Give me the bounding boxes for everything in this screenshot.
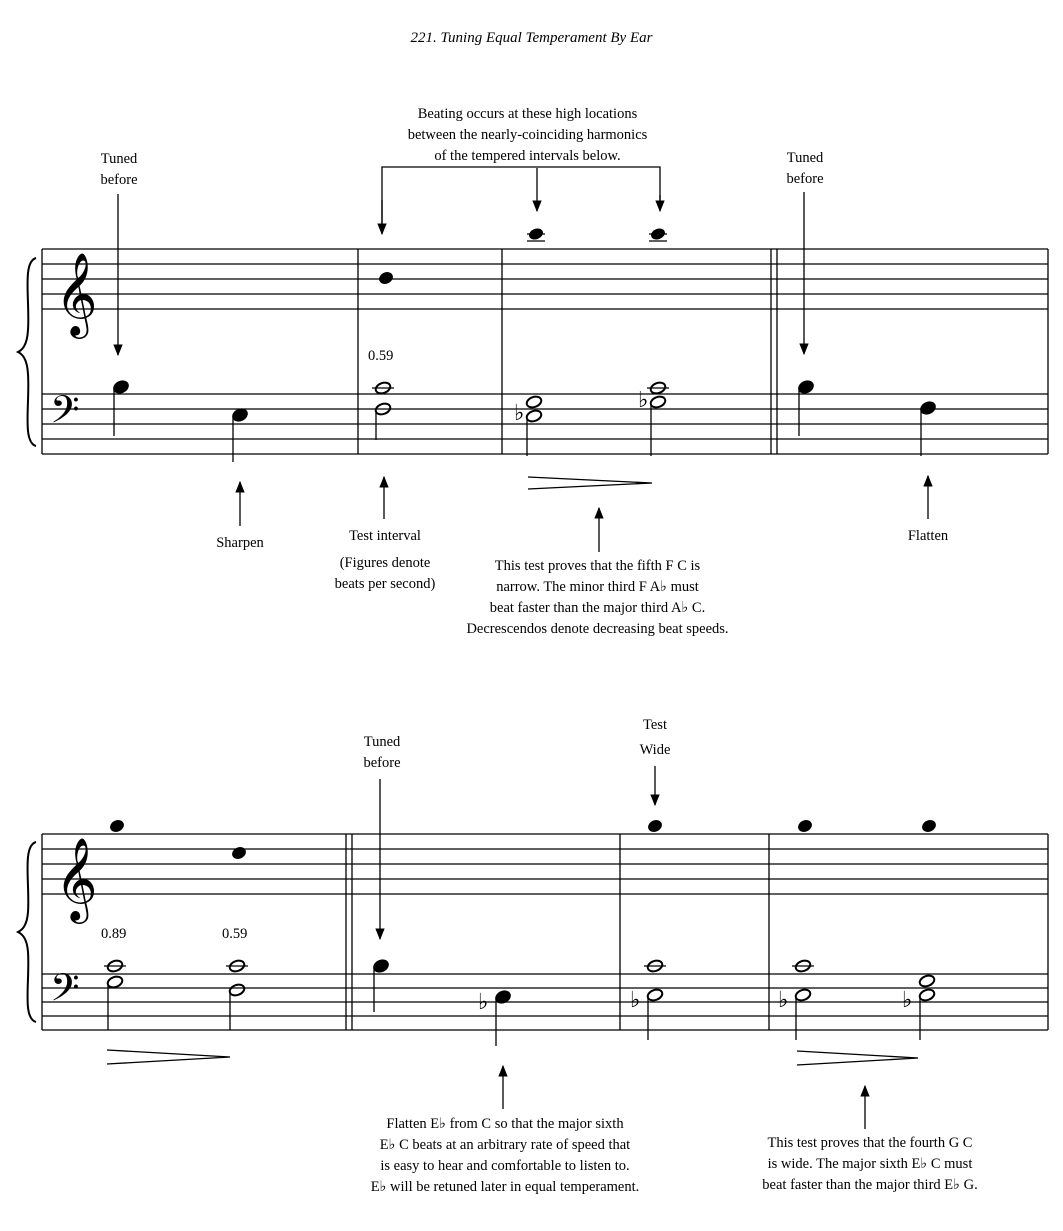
- notehead: [647, 819, 663, 834]
- beat-figure: 0.89: [101, 926, 127, 942]
- beating-note-line: between the nearly-coinciding harmonics: [407, 127, 648, 143]
- tuned-before-line: before: [100, 172, 138, 188]
- flatten-eb-note-line: is easy to hear and comfortable to listen to.: [380, 1158, 630, 1174]
- system-2: [18, 766, 1048, 1129]
- treble-staff-2: [42, 834, 1048, 894]
- beating-note-line: of the tempered intervals below.: [434, 148, 621, 164]
- flat-sign: ♭: [902, 988, 913, 1013]
- tuned-before-line: Tuned: [363, 734, 401, 750]
- test-interval-label: Test interval: [349, 528, 421, 544]
- beat-figure: 0.59: [368, 348, 394, 364]
- half-notehead: [525, 409, 543, 424]
- flatten-eb-note-line: E♭ will be retuned later in equal temperament.: [370, 1179, 640, 1195]
- tuned-before-line: Tuned: [786, 150, 824, 166]
- treble-clef: 𝄞: [55, 251, 98, 335]
- half-notehead: [228, 983, 246, 998]
- beating-note-line: Beating occurs at these high locations: [417, 106, 638, 122]
- flatten-eb-note-line: Flatten E♭ from C so that the major sixth: [386, 1116, 624, 1132]
- brace: [18, 258, 36, 446]
- proof-note-line: beat faster than the major third A♭ C.: [489, 600, 706, 616]
- test-wide-line: Wide: [639, 742, 671, 758]
- half-notehead: [794, 988, 812, 1003]
- proof-note-2-line: This test proves that the fourth G C: [767, 1135, 973, 1151]
- proof-note-line: Decrescendos denote decreasing beat speeds.: [466, 621, 729, 637]
- flat-sign: ♭: [630, 988, 641, 1013]
- proof-note-2-line: is wide. The major sixth E♭ C must: [767, 1156, 973, 1172]
- half-notehead: [918, 988, 936, 1003]
- tuned-before-line: before: [363, 755, 401, 771]
- decrescendo: [797, 1051, 918, 1065]
- decrescendo: [107, 1050, 230, 1064]
- half-notehead: [106, 975, 124, 990]
- proof-note-line: narrow. The minor third F A♭ must: [496, 579, 699, 595]
- notehead: [921, 819, 937, 834]
- beat-figure: 0.59: [222, 926, 248, 942]
- decrescendo: [528, 477, 652, 489]
- flat-sign: ♭: [638, 388, 649, 413]
- sharpen-label: Sharpen: [216, 535, 264, 551]
- test-wide-line: Test: [643, 717, 667, 733]
- proof-note-2-line: beat faster than the major third E♭ G.: [762, 1177, 978, 1193]
- flatten-eb-note-line: E♭ C beats at an arbitrary rate of speed that: [379, 1137, 631, 1153]
- flat-sign: ♭: [478, 990, 489, 1015]
- notehead: [797, 819, 813, 834]
- flat-sign: ♭: [778, 988, 789, 1013]
- notehead: [231, 846, 247, 861]
- notehead: [378, 271, 394, 286]
- figures-note-line: beats per second): [334, 576, 436, 592]
- half-notehead: [646, 988, 664, 1003]
- tuned-before-line: before: [786, 171, 824, 187]
- bass-staff-1: [42, 394, 1048, 454]
- treble-staff-1: [42, 249, 1048, 309]
- beating-bracket: [382, 167, 660, 225]
- half-notehead: [649, 395, 667, 410]
- flatten-label: Flatten: [907, 528, 949, 544]
- flat-sign: ♭: [514, 401, 525, 426]
- bass-staff-2: [42, 974, 1048, 1030]
- system-1: [18, 167, 1048, 552]
- treble-clef: 𝄞: [55, 836, 98, 920]
- half-notehead: [918, 974, 936, 989]
- bass-clef: 𝄢: [50, 387, 80, 441]
- figures-note-line: (Figures denote: [339, 555, 431, 571]
- bass-clef: 𝄢: [50, 965, 80, 1019]
- notehead: [109, 819, 125, 834]
- brace: [18, 842, 36, 1022]
- proof-note-line: This test proves that the fifth F C is: [494, 558, 701, 574]
- half-notehead: [525, 395, 543, 410]
- tuned-before-line: Tuned: [100, 151, 138, 167]
- page-title: 221. Tuning Equal Temperament By Ear: [410, 30, 653, 46]
